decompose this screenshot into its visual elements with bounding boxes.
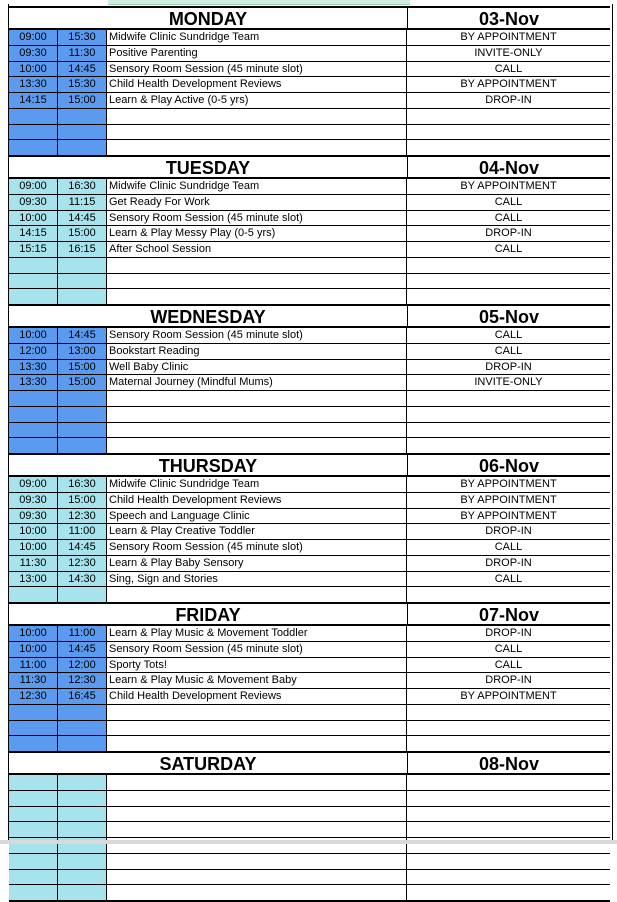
activity-cell[interactable]: Learn & Play Baby Sensory bbox=[107, 556, 407, 571]
schedule-row bbox=[9, 438, 610, 453]
end-time-cell[interactable] bbox=[58, 258, 107, 273]
start-time-cell[interactable] bbox=[9, 258, 58, 273]
activity-cell[interactable] bbox=[107, 423, 407, 438]
activity-cell[interactable]: Maternal Journey (Mindful Mums) bbox=[107, 375, 407, 390]
booking-status-cell[interactable]: DROP-IN bbox=[485, 525, 532, 538]
booking-status-cell[interactable]: DROP-IN bbox=[485, 360, 532, 373]
activity-cell[interactable]: Child Health Development Reviews bbox=[107, 77, 407, 92]
booking-status-cell[interactable] bbox=[407, 289, 610, 304]
activity-cell[interactable]: Positive Parenting bbox=[107, 46, 407, 61]
schedule-row bbox=[9, 360, 610, 376]
booking-status-cell[interactable]: BY APPOINTMENT bbox=[460, 478, 557, 490]
start-time-cell[interactable] bbox=[9, 721, 58, 736]
end-time-cell[interactable] bbox=[58, 885, 107, 900]
schedule-row bbox=[9, 587, 610, 602]
schedule-row bbox=[9, 407, 610, 423]
activity-cell[interactable]: Learn & Play Music & Movement Baby bbox=[107, 673, 407, 688]
booking-status-cell[interactable] bbox=[407, 125, 610, 140]
activity-cell[interactable] bbox=[107, 438, 407, 453]
start-time-cell[interactable] bbox=[9, 822, 58, 837]
start-time-cell[interactable]: 10:00 bbox=[9, 62, 58, 77]
end-time-cell[interactable]: 11:00 bbox=[58, 626, 107, 641]
booking-status-cell[interactable] bbox=[407, 587, 610, 602]
end-time-cell[interactable]: 14:30 bbox=[58, 572, 107, 587]
booking-status-cell[interactable]: BY APPOINTMENT bbox=[460, 493, 557, 506]
start-time-cell[interactable] bbox=[9, 140, 58, 155]
day-header bbox=[9, 157, 610, 179]
day-header bbox=[9, 604, 610, 626]
activity-cell[interactable] bbox=[107, 807, 407, 822]
activity-cell[interactable] bbox=[107, 140, 407, 155]
booking-status-cell[interactable]: INVITE-ONLY bbox=[474, 46, 543, 59]
booking-status-cell[interactable]: CALL bbox=[494, 344, 523, 357]
end-time-cell[interactable]: 11:00 bbox=[58, 524, 107, 539]
booking-status-cell[interactable]: BY APPOINTMENT bbox=[460, 78, 557, 91]
schedule-row bbox=[9, 885, 610, 900]
end-time-cell[interactable] bbox=[58, 822, 107, 837]
start-time-cell[interactable] bbox=[9, 736, 58, 751]
activity-cell[interactable]: Learn & Play Music & Movement Toddler bbox=[107, 626, 407, 641]
schedule-row bbox=[9, 493, 610, 509]
end-time-cell[interactable] bbox=[58, 289, 107, 304]
booking-status-cell[interactable]: BY APPOINTMENT bbox=[460, 180, 557, 192]
start-time-cell[interactable] bbox=[9, 391, 58, 406]
schedule-row bbox=[9, 540, 610, 556]
schedule-row bbox=[9, 30, 610, 46]
booking-status-cell[interactable]: DROP-IN bbox=[485, 627, 532, 639]
start-time-cell[interactable]: 13:30 bbox=[9, 375, 58, 390]
booking-status-cell[interactable] bbox=[407, 885, 610, 900]
day-header bbox=[9, 306, 610, 328]
end-time-cell[interactable]: 16:30 bbox=[58, 477, 107, 492]
activity-cell[interactable] bbox=[107, 289, 407, 304]
end-time-cell[interactable] bbox=[58, 423, 107, 438]
schedule-row bbox=[9, 791, 610, 807]
end-time-cell[interactable]: 15:00 bbox=[58, 375, 107, 390]
start-time-cell[interactable]: 11:30 bbox=[9, 673, 58, 688]
activity-cell[interactable] bbox=[107, 274, 407, 289]
day-date[interactable]: 03-Nov bbox=[407, 8, 610, 28]
end-time-cell[interactable] bbox=[58, 391, 107, 406]
schedule-row bbox=[9, 391, 610, 407]
activity-cell[interactable]: Sensory Room Session (45 minute slot) bbox=[107, 211, 407, 226]
activity-cell[interactable]: Sensory Room Session (45 minute slot) bbox=[107, 540, 407, 555]
end-time-cell[interactable]: 12:00 bbox=[58, 658, 107, 673]
start-time-cell[interactable]: 11:00 bbox=[9, 658, 58, 673]
selected-cell-highlight bbox=[108, 0, 410, 5]
schedule-row bbox=[9, 689, 610, 705]
schedule-row bbox=[9, 721, 610, 737]
end-time-cell[interactable]: 14:45 bbox=[58, 540, 107, 555]
end-time-cell[interactable]: 15:30 bbox=[58, 77, 107, 92]
activity-cell[interactable] bbox=[107, 109, 407, 124]
activity-cell[interactable]: Well Baby Clinic bbox=[107, 360, 407, 375]
activity-cell[interactable]: Sensory Room Session (45 minute slot) bbox=[107, 642, 407, 657]
day-block-monday bbox=[9, 6, 610, 155]
start-time-cell[interactable] bbox=[9, 870, 58, 885]
schedule-row bbox=[9, 673, 610, 689]
day-date[interactable]: 07-Nov bbox=[407, 604, 610, 624]
start-time-cell[interactable]: 09:30 bbox=[9, 509, 58, 524]
activity-cell[interactable] bbox=[107, 775, 407, 790]
activity-cell[interactable] bbox=[107, 705, 407, 720]
booking-status-cell[interactable] bbox=[407, 822, 610, 837]
schedule-row bbox=[9, 109, 610, 125]
booking-status-cell[interactable]: CALL bbox=[494, 62, 523, 75]
activity-cell[interactable]: Sensory Room Session (45 minute slot) bbox=[107, 62, 407, 77]
end-time-cell[interactable]: 13:00 bbox=[58, 344, 107, 359]
end-time-cell[interactable]: 12:30 bbox=[58, 673, 107, 688]
booking-status-cell[interactable] bbox=[407, 807, 610, 822]
start-time-cell[interactable]: 10:00 bbox=[9, 524, 58, 539]
day-block-saturday bbox=[9, 751, 610, 902]
end-time-cell[interactable]: 12:30 bbox=[58, 556, 107, 571]
schedule-row bbox=[9, 289, 610, 304]
start-time-cell[interactable]: 13:30 bbox=[9, 77, 58, 92]
activity-cell[interactable]: Learn & Play Creative Toddler bbox=[107, 524, 407, 539]
end-time-cell[interactable] bbox=[58, 274, 107, 289]
activity-cell[interactable]: Bookstart Reading bbox=[107, 344, 407, 359]
schedule-row bbox=[9, 179, 610, 195]
end-time-cell[interactable]: 14:45 bbox=[58, 328, 107, 343]
booking-status-cell[interactable]: CALL bbox=[494, 211, 523, 224]
activity-cell[interactable]: Speech and Language Clinic bbox=[107, 509, 407, 524]
weekly-timetable-sheet bbox=[9, 6, 610, 902]
schedule-row bbox=[9, 375, 610, 391]
start-time-cell[interactable] bbox=[9, 125, 58, 140]
booking-status-cell[interactable] bbox=[407, 854, 610, 869]
schedule-row bbox=[9, 736, 610, 751]
end-time-cell[interactable] bbox=[58, 109, 107, 124]
activity-cell[interactable] bbox=[107, 885, 407, 900]
schedule-row bbox=[9, 572, 610, 588]
day-block-tuesday bbox=[9, 155, 610, 304]
booking-status-cell[interactable]: DROP-IN bbox=[485, 227, 532, 240]
day-date[interactable]: 05-Nov bbox=[407, 306, 610, 326]
activity-cell[interactable] bbox=[107, 854, 407, 869]
end-time-cell[interactable]: 11:15 bbox=[58, 195, 107, 210]
schedule-row bbox=[9, 509, 610, 525]
activity-cell[interactable]: Get Ready For Work bbox=[107, 195, 407, 210]
end-time-cell[interactable] bbox=[58, 587, 107, 602]
schedule-row bbox=[9, 140, 610, 155]
activity-cell[interactable]: Sensory Room Session (45 minute slot) bbox=[107, 328, 407, 343]
activity-cell[interactable] bbox=[107, 736, 407, 751]
schedule-row bbox=[9, 854, 610, 870]
start-time-cell[interactable] bbox=[9, 807, 58, 822]
start-time-cell[interactable] bbox=[9, 423, 58, 438]
booking-status-cell[interactable] bbox=[407, 274, 610, 289]
start-time-cell[interactable]: 12:00 bbox=[9, 344, 58, 359]
start-time-cell[interactable] bbox=[9, 791, 58, 806]
schedule-row bbox=[9, 822, 610, 838]
end-time-cell[interactable] bbox=[58, 775, 107, 790]
booking-status-cell[interactable]: BY APPOINTMENT bbox=[460, 690, 557, 702]
schedule-row bbox=[9, 226, 610, 242]
start-time-cell[interactable] bbox=[9, 587, 58, 602]
day-block-friday bbox=[9, 602, 610, 751]
schedule-row bbox=[9, 524, 610, 540]
end-time-cell[interactable] bbox=[58, 870, 107, 885]
booking-status-cell[interactable] bbox=[407, 736, 610, 751]
booking-status-cell[interactable]: DROP-IN bbox=[485, 94, 532, 106]
schedule-row bbox=[9, 328, 610, 344]
activity-cell[interactable] bbox=[107, 870, 407, 885]
day-date[interactable]: 08-Nov bbox=[407, 753, 610, 773]
start-time-cell[interactable]: 10:00 bbox=[9, 328, 58, 343]
schedule-row bbox=[9, 705, 610, 721]
activity-cell[interactable] bbox=[107, 791, 407, 806]
booking-status-cell[interactable]: CALL bbox=[494, 195, 523, 208]
schedule-row bbox=[9, 626, 610, 642]
day-title[interactable]: FRIDAY bbox=[175, 605, 241, 625]
activity-cell[interactable]: Midwife Clinic Sundridge Team bbox=[107, 477, 407, 492]
end-time-cell[interactable] bbox=[58, 721, 107, 736]
end-time-cell[interactable]: 16:30 bbox=[58, 179, 107, 194]
start-time-cell[interactable]: 09:30 bbox=[9, 46, 58, 61]
start-time-cell[interactable] bbox=[9, 854, 58, 869]
start-time-cell[interactable] bbox=[9, 438, 58, 453]
end-time-cell[interactable]: 15:00 bbox=[58, 226, 107, 241]
day-block-wednesday bbox=[9, 304, 610, 453]
start-time-cell[interactable]: 14:15 bbox=[9, 226, 58, 241]
schedule-row bbox=[9, 195, 610, 211]
activity-cell[interactable] bbox=[107, 258, 407, 273]
booking-status-cell[interactable]: BY APPOINTMENT bbox=[460, 509, 557, 522]
window-bottom-edge bbox=[0, 840, 617, 844]
day-title[interactable]: WEDNESDAY bbox=[150, 307, 266, 327]
day-block-thursday bbox=[9, 453, 610, 602]
start-time-cell[interactable]: 10:00 bbox=[9, 642, 58, 657]
day-header bbox=[9, 455, 610, 477]
day-header bbox=[9, 8, 610, 30]
end-time-cell[interactable]: 16:45 bbox=[58, 689, 107, 704]
schedule-row bbox=[9, 77, 610, 93]
schedule-row bbox=[9, 46, 610, 62]
activity-cell[interactable]: Sporty Tots! bbox=[107, 658, 407, 673]
booking-status-cell[interactable]: CALL bbox=[494, 243, 523, 255]
end-time-cell[interactable] bbox=[58, 140, 107, 155]
booking-status-cell[interactable]: DROP-IN bbox=[485, 556, 532, 569]
booking-status-cell[interactable]: CALL bbox=[494, 572, 523, 585]
booking-status-cell[interactable] bbox=[407, 140, 610, 155]
start-time-cell[interactable]: 10:00 bbox=[9, 211, 58, 226]
booking-status-cell[interactable] bbox=[407, 258, 610, 273]
activity-cell[interactable]: Midwife Clinic Sundridge Team bbox=[107, 179, 407, 194]
booking-status-cell[interactable]: CALL bbox=[494, 658, 523, 671]
end-time-cell[interactable]: 15:00 bbox=[58, 360, 107, 375]
start-time-cell[interactable] bbox=[9, 407, 58, 422]
end-time-cell[interactable]: 14:45 bbox=[58, 642, 107, 657]
booking-status-cell[interactable] bbox=[407, 870, 610, 885]
booking-status-cell[interactable] bbox=[407, 423, 610, 438]
day-date[interactable]: 06-Nov bbox=[407, 455, 610, 475]
activity-cell[interactable]: Sing, Sign and Stories bbox=[107, 572, 407, 587]
start-time-cell[interactable] bbox=[9, 705, 58, 720]
start-time-cell[interactable] bbox=[9, 775, 58, 790]
booking-status-cell[interactable] bbox=[407, 109, 610, 124]
schedule-row bbox=[9, 642, 610, 658]
activity-cell[interactable]: Learn & Play Active (0-5 yrs) bbox=[107, 93, 407, 108]
schedule-row bbox=[9, 62, 610, 78]
start-time-cell[interactable]: 09:00 bbox=[9, 477, 58, 492]
start-time-cell[interactable]: 12:30 bbox=[9, 689, 58, 704]
schedule-row bbox=[9, 242, 610, 258]
booking-status-cell[interactable] bbox=[407, 775, 610, 790]
end-time-cell[interactable]: 16:15 bbox=[58, 242, 107, 257]
day-title[interactable]: THURSDAY bbox=[158, 456, 258, 476]
activity-cell[interactable] bbox=[107, 407, 407, 422]
end-time-cell[interactable] bbox=[58, 125, 107, 140]
end-time-cell[interactable] bbox=[58, 807, 107, 822]
activity-cell[interactable] bbox=[107, 822, 407, 837]
end-time-cell[interactable] bbox=[58, 854, 107, 869]
booking-status-cell[interactable]: INVITE-ONLY bbox=[474, 376, 543, 389]
booking-status-cell[interactable] bbox=[407, 791, 610, 806]
start-time-cell[interactable]: 15:15 bbox=[9, 242, 58, 257]
booking-status-cell[interactable]: CALL bbox=[494, 642, 523, 655]
schedule-row bbox=[9, 93, 610, 109]
start-time-cell[interactable] bbox=[9, 274, 58, 289]
end-time-cell[interactable] bbox=[58, 791, 107, 806]
start-time-cell[interactable]: 14:15 bbox=[9, 93, 58, 108]
schedule-row bbox=[9, 870, 610, 886]
day-title[interactable]: TUESDAY bbox=[165, 158, 251, 178]
activity-cell[interactable]: Child Health Development Reviews bbox=[107, 493, 407, 508]
end-time-cell[interactable] bbox=[58, 705, 107, 720]
end-time-cell[interactable]: 12:30 bbox=[58, 509, 107, 524]
activity-cell[interactable]: Learn & Play Messy Play (0-5 yrs) bbox=[107, 226, 407, 241]
start-time-cell[interactable]: 09:00 bbox=[9, 30, 58, 45]
schedule-row bbox=[9, 807, 610, 823]
activity-cell[interactable] bbox=[107, 391, 407, 406]
end-time-cell[interactable]: 15:00 bbox=[58, 493, 107, 508]
activity-cell[interactable] bbox=[107, 125, 407, 140]
end-time-cell[interactable] bbox=[58, 438, 107, 453]
activity-cell[interactable] bbox=[107, 587, 407, 602]
booking-status-cell[interactable] bbox=[407, 391, 610, 406]
booking-status-cell[interactable]: CALL bbox=[494, 329, 523, 341]
schedule-row bbox=[9, 125, 610, 141]
end-time-cell[interactable] bbox=[58, 407, 107, 422]
start-time-cell[interactable] bbox=[9, 289, 58, 304]
schedule-row bbox=[9, 658, 610, 674]
end-time-cell[interactable] bbox=[58, 736, 107, 751]
end-time-cell[interactable]: 14:45 bbox=[58, 62, 107, 77]
schedule-row bbox=[9, 258, 610, 274]
start-time-cell[interactable] bbox=[9, 885, 58, 900]
booking-status-cell[interactable]: DROP-IN bbox=[485, 674, 532, 687]
day-header bbox=[9, 753, 610, 775]
activity-cell[interactable] bbox=[107, 721, 407, 736]
booking-status-cell[interactable]: BY APPOINTMENT bbox=[460, 31, 557, 43]
start-time-cell[interactable]: 09:00 bbox=[9, 179, 58, 194]
schedule-row bbox=[9, 211, 610, 227]
schedule-row bbox=[9, 556, 610, 572]
start-time-cell[interactable]: 10:00 bbox=[9, 540, 58, 555]
end-time-cell[interactable]: 15:00 bbox=[58, 93, 107, 108]
booking-status-cell[interactable] bbox=[407, 721, 610, 736]
start-time-cell[interactable]: 13:00 bbox=[9, 572, 58, 587]
start-time-cell[interactable]: 09:30 bbox=[9, 493, 58, 508]
schedule-row bbox=[9, 344, 610, 360]
start-time-cell[interactable]: 13:30 bbox=[9, 360, 58, 375]
schedule-row bbox=[9, 423, 610, 439]
end-time-cell[interactable]: 14:45 bbox=[58, 211, 107, 226]
activity-cell[interactable]: Child Health Development Reviews bbox=[107, 689, 407, 704]
start-time-cell[interactable]: 11:30 bbox=[9, 556, 58, 571]
day-date[interactable]: 04-Nov bbox=[407, 157, 610, 177]
schedule-row bbox=[9, 775, 610, 791]
schedule-row bbox=[9, 477, 610, 493]
booking-status-cell[interactable] bbox=[407, 705, 610, 720]
booking-status-cell[interactable] bbox=[407, 407, 610, 422]
schedule-row bbox=[9, 274, 610, 290]
end-time-cell[interactable]: 11:30 bbox=[58, 46, 107, 61]
booking-status-cell[interactable]: CALL bbox=[494, 541, 523, 553]
activity-cell[interactable]: Midwife Clinic Sundridge Team bbox=[107, 30, 407, 45]
booking-status-cell[interactable] bbox=[407, 438, 610, 453]
activity-cell[interactable]: After School Session bbox=[107, 242, 407, 257]
day-title[interactable]: SATURDAY bbox=[159, 754, 257, 774]
start-time-cell[interactable]: 09:30 bbox=[9, 195, 58, 210]
end-time-cell[interactable]: 15:30 bbox=[58, 30, 107, 45]
start-time-cell[interactable]: 10:00 bbox=[9, 626, 58, 641]
day-title[interactable]: MONDAY bbox=[168, 9, 248, 29]
start-time-cell[interactable] bbox=[9, 109, 58, 124]
